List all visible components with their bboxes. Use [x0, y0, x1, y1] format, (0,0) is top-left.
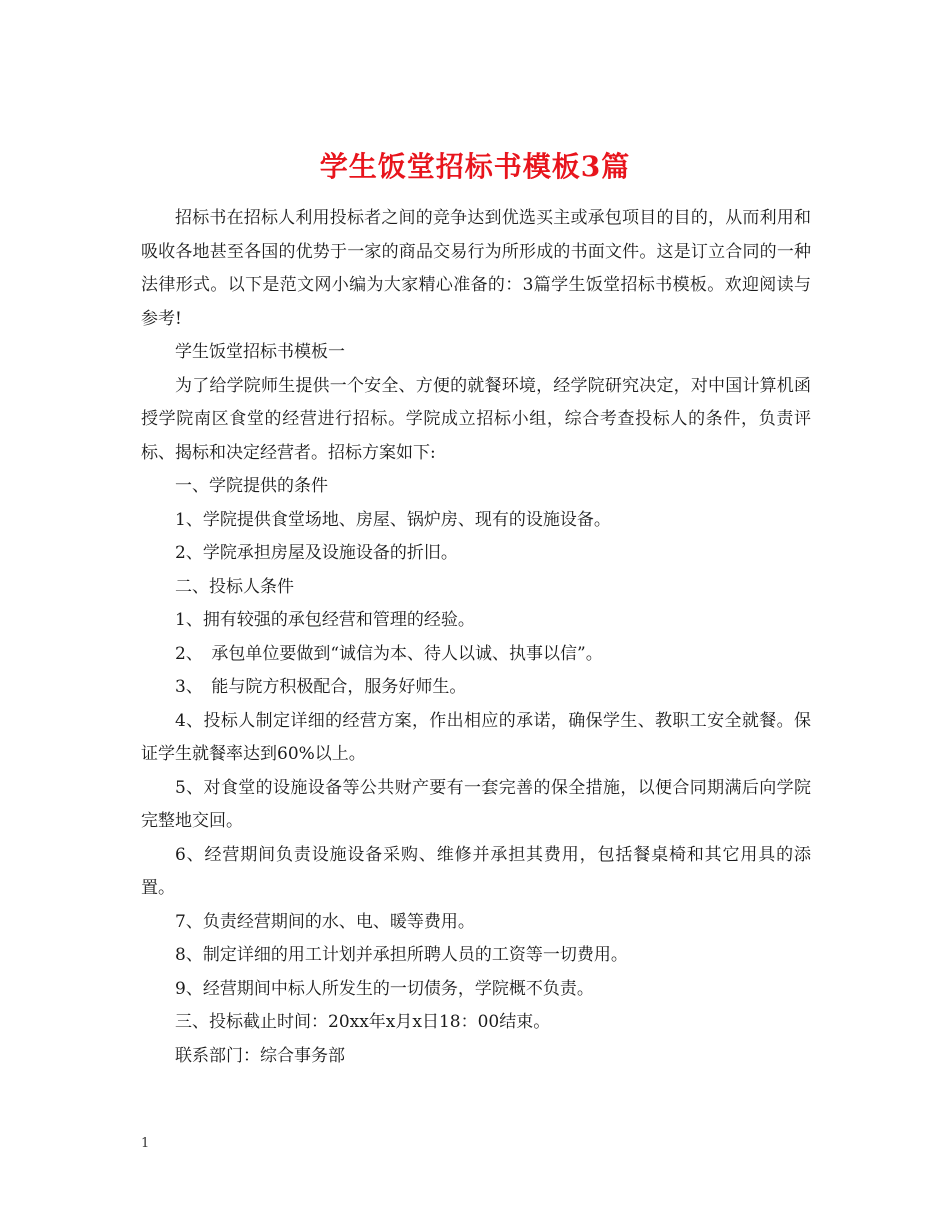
bidder-condition-item-1: 1、拥有较强的承包经营和管理的经验。 [175, 610, 475, 630]
document-title: 学生饭堂招标书模板3篇 [319, 149, 631, 183]
bidder-condition-item-7: 7、负责经营期间的水、电、暖等费用。 [175, 911, 475, 932]
bidder-condition-item-4: 4、投标人制定详细的经营方案，作出相应的承诺，确保学生、教职工安全就餐。保证学生就餐率达到60%以上。 [141, 710, 811, 764]
bidder-condition-item-5: 5、对食堂的设施设备等公共财产要有一套完善的保全措施，以便合同期满后向学院完整地交回。 [141, 777, 811, 831]
section-heading-deadline: 三、投标截止时间：20xx年x月x日18：00结束。 [175, 1012, 551, 1032]
college-condition-item-1: 1、学院提供食堂场地、房屋、锅炉房、现有的设施设备。 [175, 509, 611, 530]
document-body [141, 202, 811, 1073]
intro-paragraph: 招标书在招标人利用投标者之间的竞争达到优选买主或承包项目的目的，从而利用和吸收各地甚至各国的优势于一家的商品交易行为所形成的书面文件。这是订立合同的一种法律形式。以下是范文网小编为大家精心准备的：3篇学生饭堂招标书模板。欢迎阅读与参考! [141, 208, 811, 329]
purpose-paragraph: 为了给学院师生提供一个安全、方便的就餐环境，经学院研究决定，对中国计算机函授学院南区食堂的经营进行招标。学院成立招标小组，综合考查投标人的条件，负责评标、揭标和决定经营者。招标方案如下: [141, 375, 811, 463]
bidder-condition-item-3: 3、 能与院方积极配合，服务好师生。 [175, 677, 467, 697]
section-heading-college-conditions: 一、学院提供的条件 [175, 476, 328, 496]
contact-department: 联系部门：综合事务部 [175, 1045, 345, 1066]
bidder-condition-item-9: 9、经营期间中标人所发生的一切债务，学院概不负责。 [175, 978, 594, 999]
bidder-condition-item-6: 6、经营期间负责设施设备采购、维修并承担其费用，包括餐桌椅和其它用具的添置。 [141, 844, 811, 898]
bidder-condition-item-2: 2、 承包单位要做到“诚信为本、待人以诚、执事以信”。 [175, 643, 603, 664]
section-heading-bidder-conditions: 二、投标人条件 [175, 576, 294, 597]
college-condition-item-2: 2、学院承担房屋及设施设备的折旧。 [175, 543, 458, 563]
page-number: 1 [141, 1136, 150, 1151]
section-heading-template-one: 学生饭堂招标书模板一 [175, 342, 345, 362]
bidder-condition-item-8: 8、制定详细的用工计划并承担所聘人员的工资等一切费用。 [175, 945, 628, 965]
